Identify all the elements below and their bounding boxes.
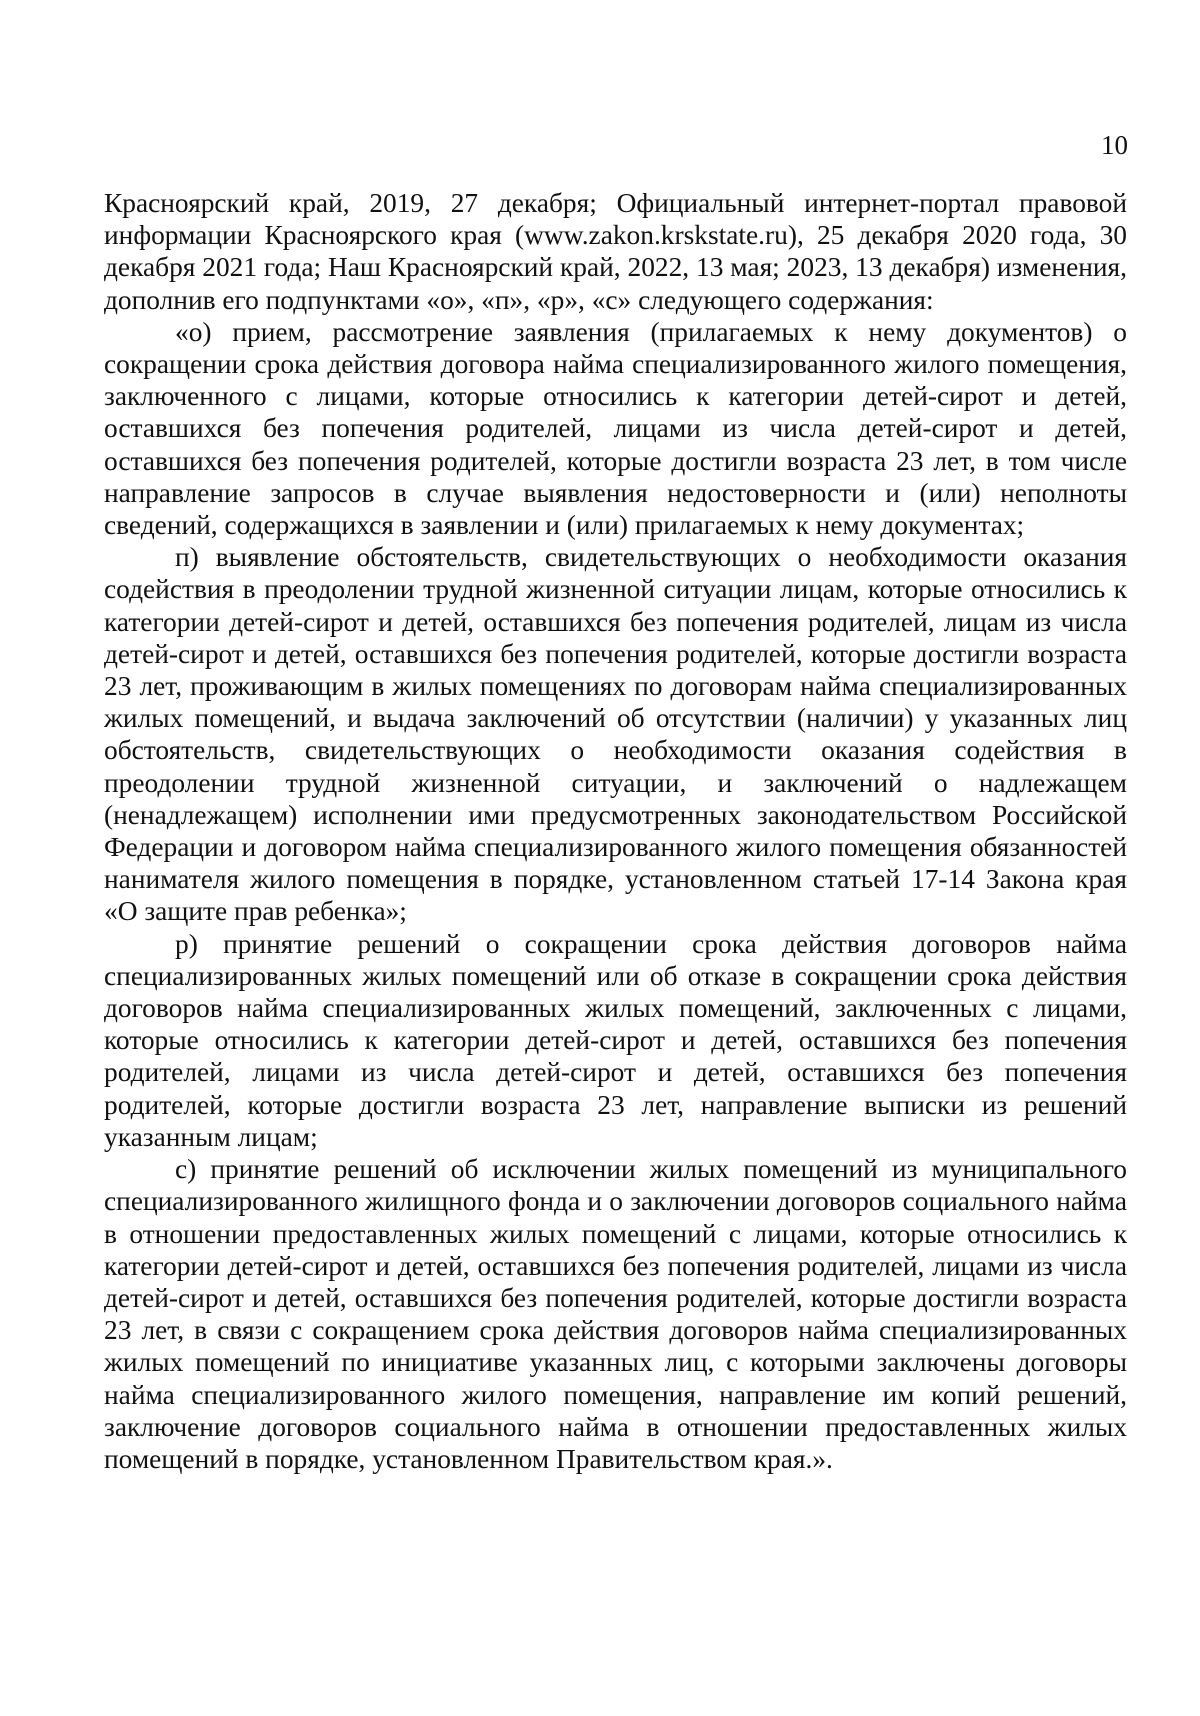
subparagraph-s: с) принятие решений об исключении жилых помещений из муниципального специализированного жилищного фонда и о заключении договоров социального найма в отношении предоставленных жилых помещений с лицами, которые относились к категории детей-сирот и детей, оставшихся без попечения родителей, лицами из числа детей-сирот и детей, оставшихся без попечения родителей, которые достигли возраста 23 лет, в связи с сокращением срока действия договоров найма специализированных жилых помещений по инициативе указанных лиц, с которыми заключены договоры найма специализированного жилого помещения, направление им копий решений, заключение договоров социального найма в отношении предоставленных жилых помещений в порядке, установленном Правительством края.». [104, 1154, 1127, 1474]
document-body [104, 187, 1127, 1475]
subparagraph-r: р) принятие решений о сокращении срока действия договоров найма специализированных жилых помещений или об отказе в сокращении срока действия договоров найма специализированных жилых помещений, заключенных с лицами, которые относились к категории детей-сирот и детей, оставшихся без попечения родителей, лицами из числа детей-сирот и детей, оставшихся без попечения родителей, которые достигли возраста 23 лет, направление выписки из решений указанным лицам; [104, 928, 1127, 1152]
page-number: 10 [1101, 130, 1128, 160]
intro-paragraph: Красноярский край, 2019, 27 декабря; Официальный интернет-портал правовой информации Красноярского края (www.zakon.krskstate.ru), 25 декабря 2020 года, 30 декабря 2021 года; Наш Красноярский край, 2022, 13 мая; 2023, 13 декабря) изменения, дополнив его подпунктами «о», «п», «р», «с» следующего содержания: [104, 188, 1127, 315]
subparagraph-p: п) выявление обстоятельств, свидетельствующих о необходимости оказания содействия в преодолении трудной жизненной ситуации лицам, которые относились к категории детей-сирот и детей, оставшихся без попечения родителей, лицам из числа детей-сирот и детей, оставшихся без попечения родителей, которые достигли возраста 23 лет, проживающим в жилых помещениях по договорам найма специализированных жилых помещений, и выдача заключений об отсутствии (наличии) у указанных лиц обстоятельств, свидетельствующих о необходимости оказания содействия в преодолении трудной жизненной ситуации, и заключений о надлежащем (ненадлежащем) исполнении ими предусмотренных законодательством Российской Федерации и договором найма специализированного жилого помещения обязанностей нанимателя жилого помещения в порядке, установленном статьей 17-14 Закона края «О защите прав ребенка»; [104, 542, 1127, 927]
subparagraph-o: «о) прием, рассмотрение заявления (прилагаемых к нему документов) о сокращении срока действия договора найма специализированного жилого помещения, заключенного с лицами, которые относились к категории детей-сирот и детей, оставшихся без попечения родителей, лицами из числа детей-сирот и детей, оставшихся без попечения родителей, которые достигли возраста 23 лет, в том числе направление запросов в случае выявления недостоверности и (или) неполноты сведений, содержащихся в заявлении и (или) прилагаемых к нему документах; [104, 316, 1127, 541]
